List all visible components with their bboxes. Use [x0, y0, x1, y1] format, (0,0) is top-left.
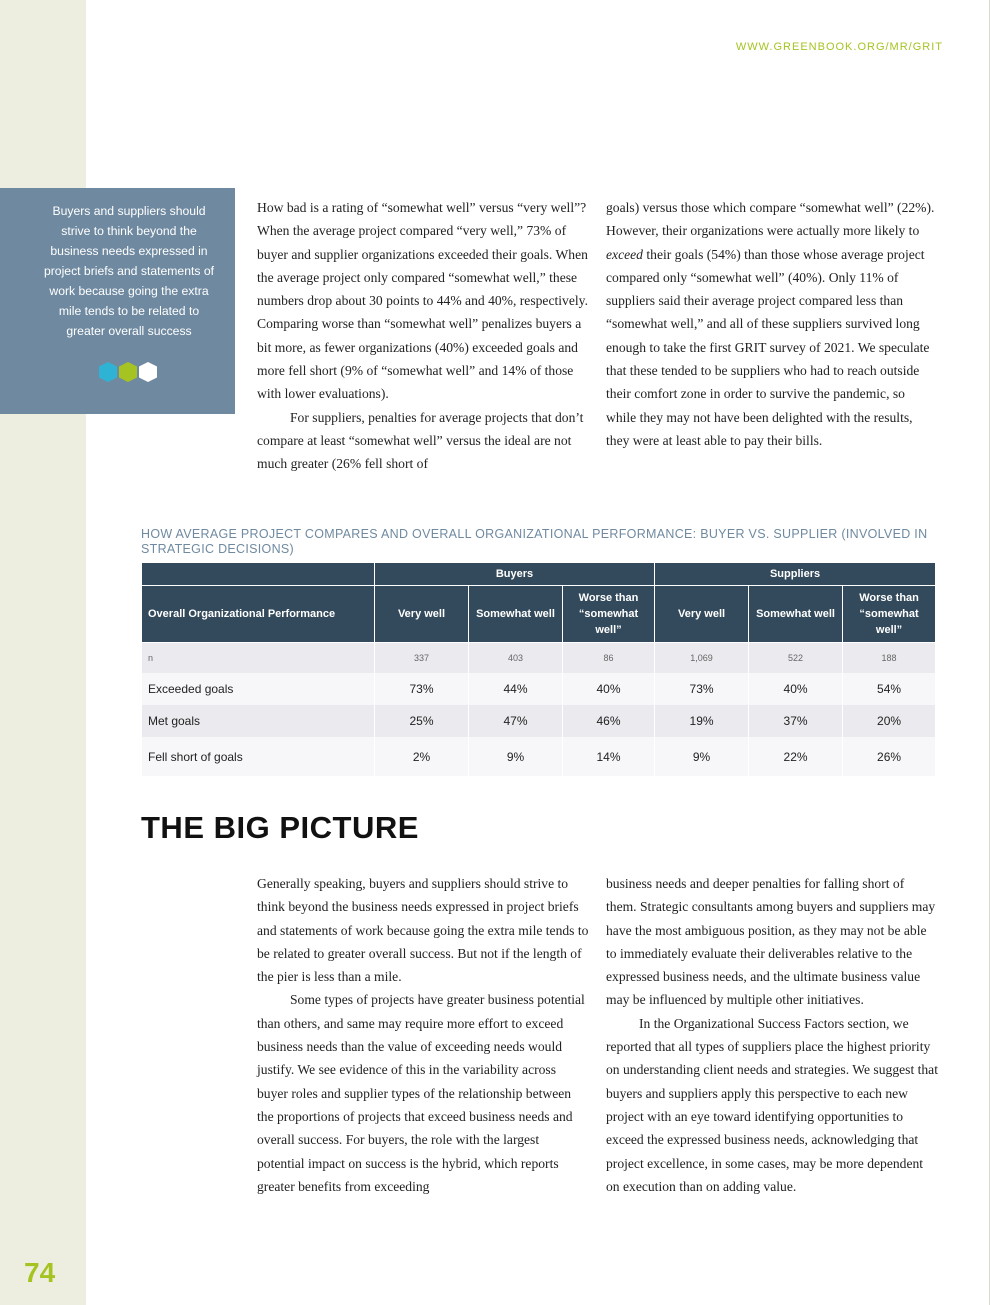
text-run: goals) versus those which compare “somewhat well” (22%). However, their organizations were actually more likely to: [606, 200, 935, 239]
table-cell: 337: [375, 643, 469, 674]
row-label: Exceeded goals: [142, 673, 375, 705]
table-cell: 44%: [469, 673, 563, 705]
table-corner-cell: [142, 563, 375, 586]
paragraph: Some types of projects have greater business potential than others, and same may require more effort to exceed business needs than the value of exceeding needs would justify. We see evidence of this in the variability across buyer roles and supplier types of the relationship between the proportions of projects that exceed business needs and overall success. For buyers, the role with the largest potential impact on success is the hybrid, which reports greater benefits from exceeding: [257, 992, 585, 1194]
table-title: HOW AVERAGE PROJECT COMPARES AND OVERALL ORGANIZATIONAL PERFORMANCE: BUYER VS. SUPPLIER (INVOLVED IN STRATEGIC DECISIONS): [141, 527, 928, 556]
table-cell: 37%: [749, 705, 843, 737]
row-label: Met goals: [142, 705, 375, 737]
table-cell: 20%: [843, 705, 936, 737]
table-cell: 522: [749, 643, 843, 674]
table-cell: 47%: [469, 705, 563, 737]
table-cell: 9%: [469, 737, 563, 776]
paragraph: [606, 196, 938, 452]
table-row: [142, 737, 936, 776]
hexagon-white-icon: [139, 362, 157, 382]
table-cell: 19%: [655, 705, 749, 737]
body-bottom-left-column: [257, 872, 589, 1198]
column-header: Worse than “somewhat well”: [843, 586, 936, 643]
table-cell: 86: [563, 643, 655, 674]
table-cell: 26%: [843, 737, 936, 776]
column-header: Worse than “somewhat well”: [563, 586, 655, 643]
paragraph: In the Organizational Success Factors section, we reported that all types of suppliers place the highest priority on understanding client needs and strategies. We suggest that buyers and suppliers apply this perspective to each new project with an eye toward identifying opportunities to exceed the expressed business needs, acknowledging that project excellence, in some cases, may be more dependent on execution than on adding value.: [606, 1015, 938, 1194]
table-cell: 2%: [375, 737, 469, 776]
table-cell: 54%: [843, 673, 936, 705]
hexagon-decoration-icon: [98, 360, 162, 384]
paragraph: business needs and deeper penalties for falling short of them. Strategic consultants among buyers and suppliers may have the most ambiguous position, as they may not be able to immediately evaluate their deliverables relative to the expressed business needs, and the ultimate business value may be influenced by multiple other initiatives.: [606, 876, 936, 1008]
page-number: 74: [24, 1257, 56, 1288]
table-cell: 22%: [749, 737, 843, 776]
hexagon-blue-icon: [99, 362, 117, 382]
section-title: THE BIG PICTURE: [141, 810, 419, 845]
table-cell: 188: [843, 643, 936, 674]
paragraph: Generally speaking, buyers and suppliers should strive to think beyond the business needs expressed in project briefs and statements of work because going the extra mile tends to be related to greater overall success. But not if the length of the pier is less than a mile.: [257, 876, 589, 985]
column-header: Somewhat well: [749, 586, 843, 643]
row-label: n: [142, 643, 375, 674]
text-run: their goals (54%) than those whose average project compared only “somewhat well” (40%). Only 11% of suppliers said their average project compared less than “somewhat well,” and all of these suppliers survived long enough to take the first GRIT survey of 2021. We speculate that these tended to be suppliers who had to reach outside their comfort zone in order to survive the pandemic, so while they may not have been delighted with the results, they were at least able to pay their bills.: [606, 246, 930, 448]
table-cell: 9%: [655, 737, 749, 776]
paragraph: For suppliers, penalties for average projects that don’t compare at least “somewhat well” versus the ideal are not much greater (26% fell short of: [257, 409, 584, 472]
table-cell: 1,069: [655, 643, 749, 674]
hexagon-green-icon: [119, 362, 137, 382]
performance-table: [141, 562, 936, 776]
header-url[interactable]: WWW.GREENBOOK.ORG/MR/GRIT: [735, 41, 943, 53]
body-bottom-right-column: [606, 872, 938, 1198]
table-row: [142, 673, 936, 705]
table-cell: 403: [469, 643, 563, 674]
table-cell: 14%: [563, 737, 655, 776]
table-cell: 25%: [375, 705, 469, 737]
group-header-suppliers: Suppliers: [655, 563, 936, 586]
table-row: [142, 705, 936, 737]
column-header: Very well: [655, 586, 749, 643]
table-cell: 73%: [655, 673, 749, 705]
column-header: Somewhat well: [469, 586, 563, 643]
table-cell: 46%: [563, 705, 655, 737]
table-cell: 40%: [749, 673, 843, 705]
table-cell: 40%: [563, 673, 655, 705]
paragraph: How bad is a rating of “somewhat well” versus “very well”? When the average project compared “very well,” 73% of buyer and supplier organizations exceeded their goals. When the average project only compared “somewhat well,” these numbers drop about 30 points to 44% and 40%, respectively. Comparing worse than “somewhat well” penalizes buyers a bit more, as fewer organizations (40%) exceeded goals and more fell short (9% of “somewhat well” and 14% of those with lower evaluations).: [257, 200, 588, 402]
group-header-buyers: Buyers: [375, 563, 655, 586]
body-top-left-column: [257, 196, 589, 476]
table-row: [142, 643, 936, 674]
pull-quote-text: Buyers and suppliers should strive to think beyond the business needs expressed in project briefs and statements of work because going the extra mile tends to be related to greater overall success: [43, 204, 215, 338]
row-header-label: Overall Organizational Performance: [142, 586, 375, 643]
column-header: Very well: [375, 586, 469, 643]
body-top-right-column: [606, 196, 938, 452]
table-cell: 73%: [375, 673, 469, 705]
emphasis-text: exceed: [606, 246, 643, 262]
row-label: Fell short of goals: [142, 737, 375, 776]
